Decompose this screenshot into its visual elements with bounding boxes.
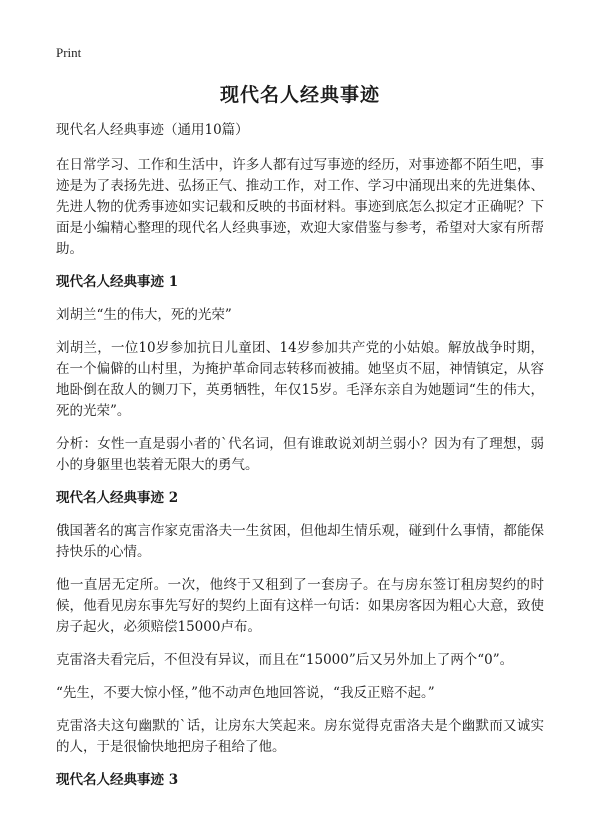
page-title: 现代名人经典事迹 <box>219 84 380 106</box>
section-paragraph: 分析：女性一直是弱小者的`代名词，但有谁敢说刘胡兰弱小？因为有了理想，弱小的身躯里也装着无限大的勇气。 <box>56 436 544 473</box>
article-body <box>56 120 544 803</box>
section-heading: 现代名人经典事迹 2 <box>56 490 179 506</box>
section-2 <box>56 488 544 758</box>
section-paragraph: 克雷洛夫这句幽默的`话，让房东大笑起来。房东觉得克雷洛夫是个幽默而又诚实的人，于是很愉快地把房子租给了他。 <box>56 718 544 755</box>
section-paragraph: 克雷洛夫看完后，不但没有异议，而且在“15000”后又另外加上了两个“0”。 <box>56 652 514 668</box>
section-paragraph: 俄国著名的寓言作家克雷洛夫一生贫困，但他却生情乐观，碰到什么事情，都能保持快乐的心情。 <box>56 523 544 560</box>
section-3 <box>56 770 544 791</box>
section-heading: 现代名人经典事迹 3 <box>56 772 179 788</box>
section-heading: 现代名人经典事迹 1 <box>56 274 179 290</box>
section-paragraph: 他一直居无定所。一次，他终于又租到了一套房子。在与房东签订租房契约的时候，他看见房东事先写好的契约上面有这样一句话：如果房客因为粗心大意，致使房子起火，必须赔偿15000卢布。 <box>56 577 544 635</box>
section-paragraph: 刘胡兰，一位10岁参加抗日儿童团、14岁参加共产党的小姑娘。解放战争时期，在一个偏僻的山村里，为掩护革命同志转移而被捕。她坚贞不屈，神情镇定，从容地卧倒在敌人的铡刀下，英勇牺牲，年仅15岁。毛泽东亲自为她题词“生的伟大，死的光荣”。 <box>56 340 544 419</box>
section-1 <box>56 272 544 476</box>
print-link[interactable]: Print <box>56 45 82 60</box>
article-subtitle: 现代名人经典事迹（通用10篇） <box>56 122 249 138</box>
section-paragraph: 刘胡兰“生的伟大，死的光荣” <box>56 307 232 323</box>
intro-paragraph: 在日常学习、工作和生活中，许多人都有过写事迹的经历，对事迹都不陌生吧，事迹是为了表扬先进、弘扬正气、推动工作，对工作、学习中涌现出来的先进集体、先进人物的优秀事迹如实记载和反映的书面材料。事迹到底怎么拟定才正确呢？下面是小编精心整理的现代名人经典事迹，欢迎大家借鉴与参考，希望对大家有所帮助。 <box>56 157 544 257</box>
section-paragraph: “先生，不要大惊小怪，”他不动声色地回答说，“我反正赔不起。” <box>56 685 435 701</box>
